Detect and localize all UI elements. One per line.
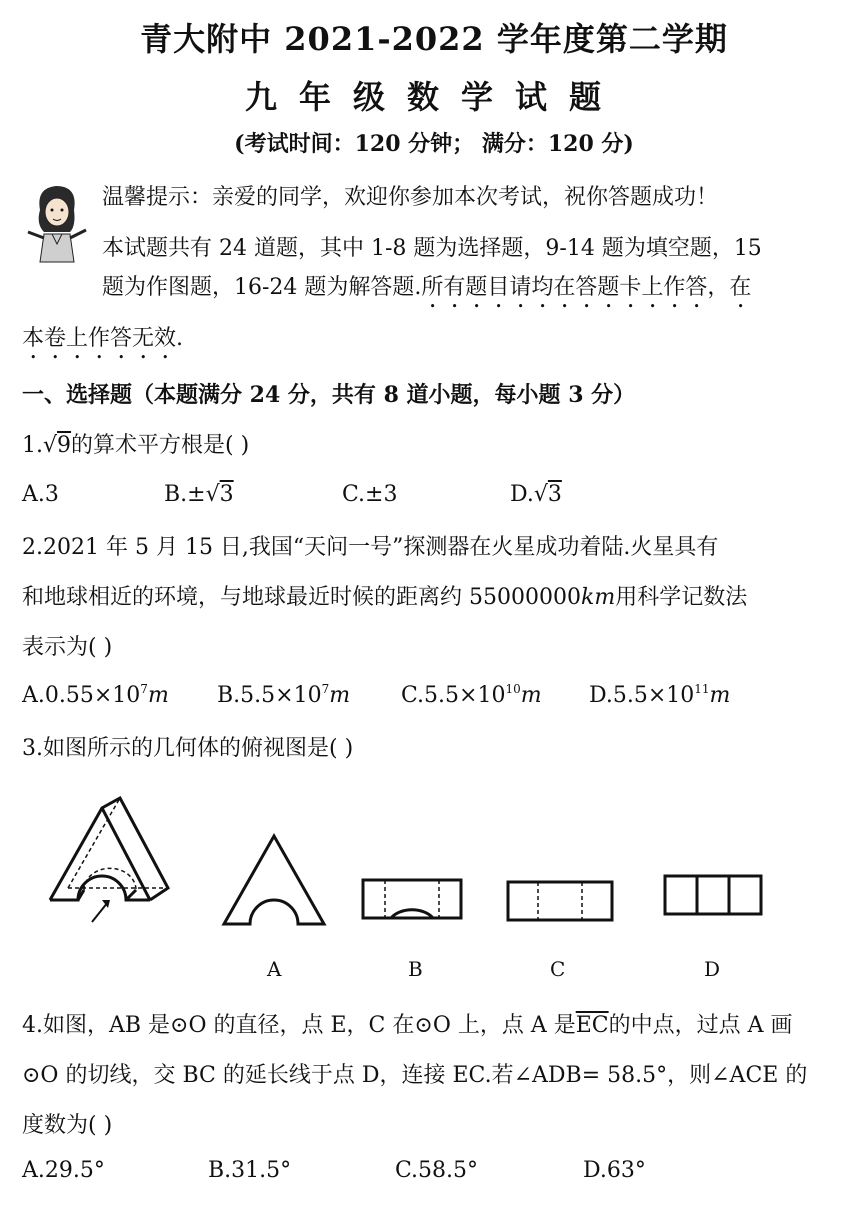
cartoon-girl-icon [22,180,92,270]
q2-line-1: 2.2021 年 5 月 15 日,我国“天问一号”探测器在火星成功着陆.火星具有 [22,535,719,560]
q1-option-d: D.√3 [510,482,562,507]
notice-line-2: 题为作图题，16-24 题为解答题.所有题目请均在答题卡上作答，在 [102,275,752,300]
q2-option-d: $D.5.5\times 10^{11}m$ [589,682,731,708]
exam-title: 青大附中 2021-2022 学年度第二学期 [140,20,728,58]
q1-option-a: A.3 [22,482,59,507]
q3-label-d: D [704,957,721,981]
question-1: 1.√9的算术平方根是( ) [22,433,250,458]
notice-line-3: 本卷上作答无效. [22,326,184,351]
section-heading: 一、选择题（本题满分 24 分，共有 8 道小题，每小题 3 分） [22,382,636,408]
q4-option-a: A.29.5° [22,1158,105,1183]
q2-option-c: $C.5.5\times 10^{10}m$ [401,682,542,708]
q3-label-a: A [267,957,282,981]
q2-line-2: 和地球相近的环境，与地球最近时候的距离约 55000000km用科学记数法 [22,585,748,610]
notice-line-1: 本试题共有 24 道题，其中 1-8 题为选择题，9-14 题为填空题，15 [102,236,762,261]
exam-subtitle: 九年级数学试题 [244,78,623,116]
q4-option-d: D.63° [583,1158,646,1183]
q4-option-b: B.31.5° [208,1158,292,1183]
q3-label-c: C [550,957,566,981]
q3-text: 3.如图所示的几何体的俯视图是( ) [22,736,354,761]
q4-line-1: 4.如图，AB 是⊙O 的直径，点 E，C 在⊙O 上，点 A 是$\overline{EC}$的中点，过点 A 画 [22,1013,793,1038]
q2-option-a: $A.0.55\times 10^7m$ [22,682,169,708]
q1-option-b: B.±√3 [164,482,234,507]
q2-line-3: 表示为( ) [22,635,113,660]
q3-figure-c [506,878,616,924]
q3-label-b: B [408,957,423,981]
q3-figure-d [663,872,765,918]
q1-option-c: C.±3 [342,482,398,507]
exam-info: (考试时间：120 分钟； 满分：120 分) [234,131,634,157]
q4-line-3: 度数为( ) [22,1113,113,1138]
geometric-solid-figure [44,790,184,930]
q4-line-2: ⊙O 的切线，交 BC 的延长线于点 D，连接 EC.若∠ADB= 58.5°，则∠ACE 的 [22,1063,808,1088]
q3-figure-a [220,830,330,930]
sqrt-symbol: √ [43,433,58,458]
q3-figure-b [361,876,465,922]
q4-option-c: C.58.5° [395,1158,479,1183]
notice-greeting: 温馨提示：亲爱的同学，欢迎你参加本次考试，祝你答题成功！ [102,185,719,210]
q2-option-b: $B.5.5\times 10^7m$ [217,682,351,708]
